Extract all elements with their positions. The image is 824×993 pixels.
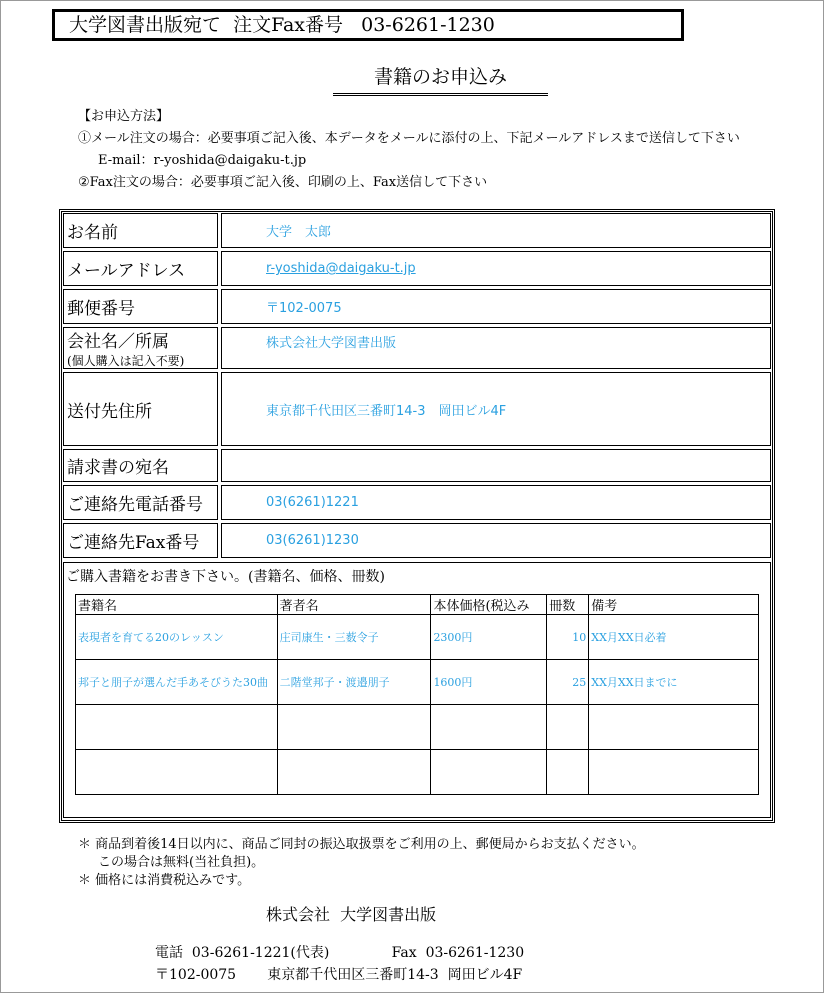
book-price-cell[interactable] xyxy=(431,705,547,750)
book-notes-cell[interactable]: XX月XX日必着 xyxy=(589,615,759,660)
book-qty-cell[interactable] xyxy=(547,750,589,795)
notes-section xyxy=(78,836,645,890)
email-field[interactable] xyxy=(221,251,771,286)
book-price-cell[interactable]: 1600円 xyxy=(431,660,547,705)
table-row xyxy=(76,615,759,660)
book-price-cell[interactable] xyxy=(431,750,547,795)
note-free: この場合は無料(当社負担)。 xyxy=(98,855,265,870)
contact-address: 〒102-0075 東京都千代田区三番町14-3 岡田ビル4F xyxy=(155,967,523,983)
address-field[interactable]: 東京都千代田区三番町14-3 岡田ビル4F xyxy=(221,372,771,446)
contact-phone-fax: 電話 03-6261-1221(代表) Fax 03-6261-1230 xyxy=(155,945,525,961)
zip-label: 郵便番号 xyxy=(63,289,218,324)
address-label: 送付先住所 xyxy=(63,372,218,446)
page-title: 書籍のお申込み xyxy=(373,66,507,88)
invoice-label: 請求書の宛名 xyxy=(63,449,218,482)
phone-label: ご連絡先電話番号 xyxy=(63,485,218,520)
fax-label: ご連絡先Fax番号 xyxy=(63,523,218,558)
book-author-cell[interactable] xyxy=(277,705,431,750)
books-header-row xyxy=(76,595,759,615)
company-label-sub: (個人購入は記入不要) xyxy=(67,354,185,368)
note-payment: ＊ 商品到着後14日以内に、商品ご同封の振込取扱票をご利用の上、郵便局からお支払ください。 xyxy=(78,837,645,852)
howto-email-address: E-mail：r-yoshida@daigaku-t.jp xyxy=(98,153,307,168)
company-field[interactable]: 株式会社大学図書出版 xyxy=(221,327,771,369)
book-author-cell[interactable]: 二階堂邦子・渡邉朋子 xyxy=(277,660,431,705)
name-label: お名前 xyxy=(63,213,218,248)
email-label: メールアドレス xyxy=(63,251,218,286)
contact-info xyxy=(155,942,524,986)
col-header-notes: 備考 xyxy=(589,595,759,615)
table-row xyxy=(76,660,759,705)
col-header-author: 著者名 xyxy=(277,595,431,615)
company-label xyxy=(63,327,218,369)
note-tax: ＊ 価格には消費税込みです。 xyxy=(78,873,251,888)
name-field[interactable]: 大学 太郎 xyxy=(221,213,771,248)
phone-field[interactable]: 03(6261)1221 xyxy=(221,485,771,520)
book-qty-cell[interactable]: 25 xyxy=(547,660,589,705)
company-name: 株式会社 大学図書出版 xyxy=(266,905,437,924)
col-header-price: 本体価格(税込み xyxy=(431,595,547,615)
howto-email-instruction: ①メール注文の場合：必要事項ご記入後、本データをメールに添付の上、下記メールアドレスまで送信して下さい xyxy=(78,131,740,146)
howto-section xyxy=(78,106,740,194)
fax-header: 大学図書出版宛て 注文Fax番号 03-6261-1230 xyxy=(52,9,684,41)
title-underline xyxy=(333,93,548,96)
books-table xyxy=(75,594,759,795)
email-link[interactable]: r-yoshida@daigaku-t.jp xyxy=(266,261,416,276)
book-title-cell[interactable]: 表現者を育てる20のレッスン xyxy=(76,615,278,660)
book-title-cell[interactable] xyxy=(76,705,278,750)
zip-field[interactable]: 〒102-0075 xyxy=(221,289,771,324)
howto-fax-instruction: ②Fax注文の場合：必要事項ご記入後、印刷の上、Fax送信して下さい xyxy=(78,175,488,190)
book-author-cell[interactable] xyxy=(277,750,431,795)
book-notes-cell[interactable] xyxy=(589,750,759,795)
invoice-field[interactable] xyxy=(221,449,771,482)
fax-field[interactable]: 03(6261)1230 xyxy=(221,523,771,558)
book-price-cell[interactable]: 2300円 xyxy=(431,615,547,660)
table-row xyxy=(76,750,759,795)
book-author-cell[interactable]: 庄司康生・三薮令子 xyxy=(277,615,431,660)
book-qty-cell[interactable]: 10 xyxy=(547,615,589,660)
book-notes-cell[interactable]: XX月XX日までに xyxy=(589,660,759,705)
company-label-main: 会社名／所属 xyxy=(67,332,169,352)
book-title-cell[interactable] xyxy=(76,750,278,795)
table-row xyxy=(76,705,759,750)
howto-heading: 【お申込方法】 xyxy=(78,109,170,124)
col-header-title: 書籍名 xyxy=(76,595,278,615)
col-header-qty: 冊数 xyxy=(547,595,589,615)
book-qty-cell[interactable] xyxy=(547,705,589,750)
book-title-cell[interactable]: 邦子と朋子が選んだ手あそびうた30曲 xyxy=(76,660,278,705)
books-title: ご購入書籍をお書き下さい。(書籍名、価格、冊数) xyxy=(66,569,385,585)
book-notes-cell[interactable] xyxy=(589,705,759,750)
